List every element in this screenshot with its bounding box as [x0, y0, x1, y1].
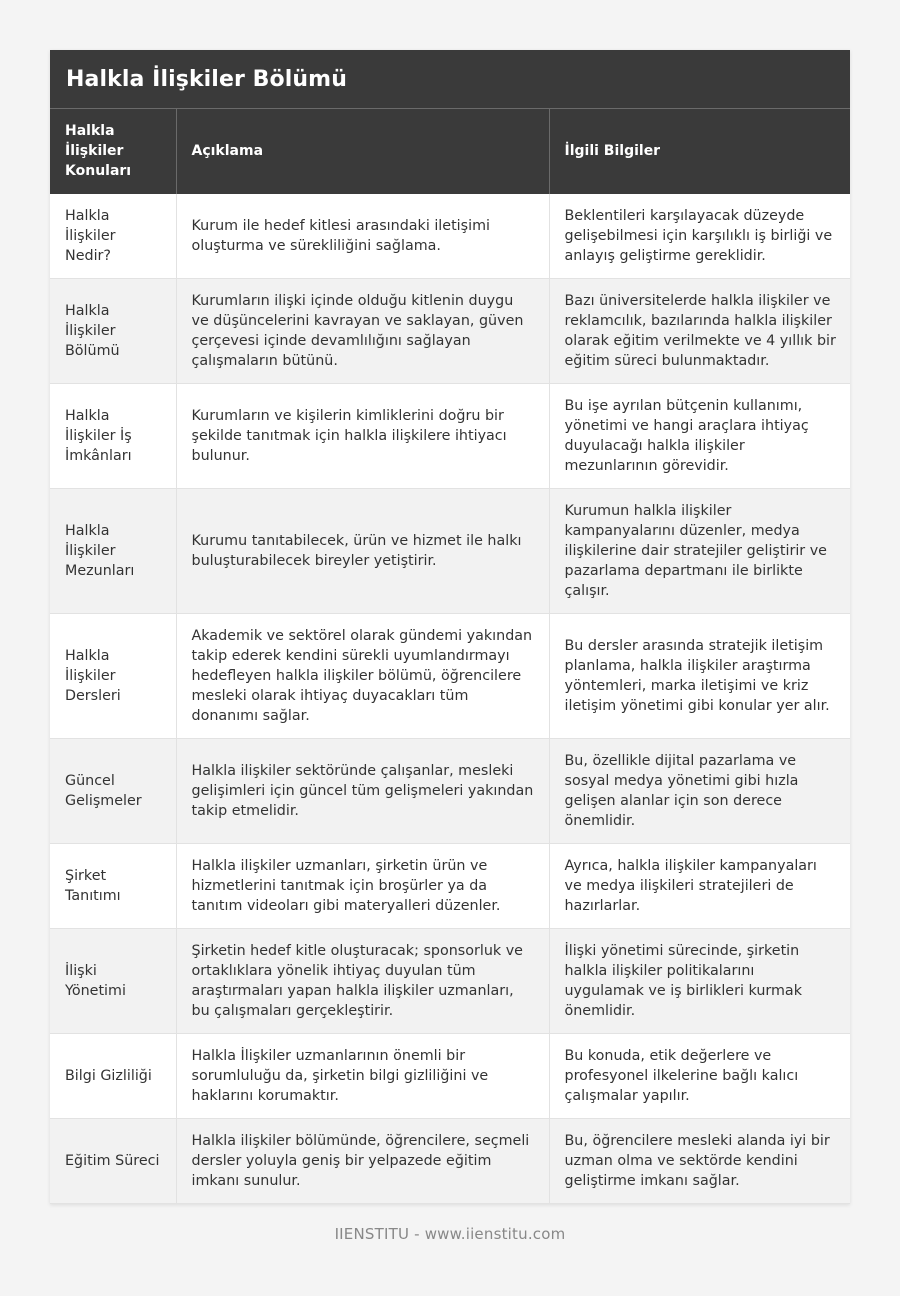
row-topic-cell: Halkla İlişkiler İş İmkânları [50, 384, 176, 489]
info-table [50, 108, 850, 1204]
row-info-cell: Beklentileri karşılayacak düzeyde gelişebilmesi için karşılıklı iş birliği ve anlayış geliştirme gereklidir. [549, 194, 850, 279]
table-row [50, 739, 850, 844]
row-topic-cell: Halkla İlişkiler Bölümü [50, 279, 176, 384]
row-topic-cell: Halkla İlişkiler Mezunları [50, 489, 176, 614]
table-row [50, 1034, 850, 1119]
table-body [50, 194, 850, 1204]
header-row [50, 109, 850, 194]
row-info-cell: Bu dersler arasında stratejik iletişim planlama, halkla ilişkiler araştırma yöntemleri, marka iletişimi ve kriz iletişim yönetimi gibi konular yer alır. [549, 614, 850, 739]
row-topic-cell: Güncel Gelişmeler [50, 739, 176, 844]
header-topic: Halkla İlişkiler Konuları [50, 109, 176, 194]
row-description-cell: Halkla ilişkiler sektöründe çalışanlar, mesleki gelişimleri için güncel tüm gelişmeleri yakından takip etmelidir. [176, 739, 549, 844]
row-description-cell: Şirketin hedef kitle oluşturacak; sponsorluk ve ortaklıklara yönelik ihtiyaç duyulan tüm araştırmaları yapan halkla ilişkiler uzmanları, bu çalışmaları gerçekleştirir. [176, 929, 549, 1034]
row-topic-cell: Halkla İlişkiler Nedir? [50, 194, 176, 279]
row-description-cell: Akademik ve sektörel olarak gündemi yakından takip ederek kendini sürekli uyumlandırmayı hedefleyen halkla ilişkiler bölümü, öğrencilere mesleki olarak ihtiyaç duyacakları tüm donanımı sağlar. [176, 614, 549, 739]
row-topic-cell: Eğitim Süreci [50, 1119, 176, 1204]
row-description-cell: Halkla ilişkiler bölümünde, öğrencilere, seçmeli dersler yoluyla geniş bir yelpazede eğitim imkanı sunulur. [176, 1119, 549, 1204]
table-row [50, 489, 850, 614]
row-description-cell: Kurum ile hedef kitlesi arasındaki iletişimi oluşturma ve sürekliliğini sağlama. [176, 194, 549, 279]
table-card [50, 50, 850, 1204]
table-header [50, 109, 850, 194]
header-description: Açıklama [176, 109, 549, 194]
row-description-cell: Halkla İlişkiler uzmanlarının önemli bir sorumluluğu da, şirketin bilgi gizliliğini ve haklarını korumaktır. [176, 1034, 549, 1119]
row-topic-cell: Bilgi Gizliliği [50, 1034, 176, 1119]
row-description-cell: Kurumların ilişki içinde olduğu kitlenin duygu ve düşüncelerini kavrayan ve saklayan, güven çerçevesi içinde devamlılığını sağlayan çalışmaların bütünü. [176, 279, 549, 384]
row-info-cell: Bu işe ayrılan bütçenin kullanımı, yönetimi ve hangi araçlara ihtiyaç duyulacağı halkla ilişkiler mezunlarının görevidir. [549, 384, 850, 489]
row-topic-cell: İlişki Yönetimi [50, 929, 176, 1034]
table-row [50, 844, 850, 929]
row-description-cell: Halkla ilişkiler uzmanları, şirketin ürün ve hizmetlerini tanıtmak için broşürler ya da tanıtım videoları gibi materyalleri düzenler. [176, 844, 549, 929]
row-info-cell: Kurumun halkla ilişkiler kampanyalarını düzenler, medya ilişkilerine dair stratejiler geliştirir ve pazarlama departmanı ile birlikte çalışır. [549, 489, 850, 614]
table-title: Halkla İlişkiler Bölümü [50, 50, 850, 108]
row-info-cell: Bazı üniversitelerde halkla ilişkiler ve reklamcılık, bazılarında halkla ilişkiler olarak eğitim verilmekte ve 4 yıllık bir eğitim süreci bulunmaktadır. [549, 279, 850, 384]
table-row [50, 1119, 850, 1204]
header-info: İlgili Bilgiler [549, 109, 850, 194]
table-row [50, 279, 850, 384]
row-info-cell: İlişki yönetimi sürecinde, şirketin halkla ilişkiler politikalarını uygulamak ve iş birlikleri kurmak önemlidir. [549, 929, 850, 1034]
row-info-cell: Bu, özellikle dijital pazarlama ve sosyal medya yönetimi gibi hızla gelişen alanlar için son derece önemlidir. [549, 739, 850, 844]
row-info-cell: Bu, öğrencilere mesleki alanda iyi bir uzman olma ve sektörde kendini geliştirme imkanı sağlar. [549, 1119, 850, 1204]
row-description-cell: Kurumların ve kişilerin kimliklerini doğru bir şekilde tanıtmak için halkla ilişkilere ihtiyacı bulunur. [176, 384, 549, 489]
row-description-cell: Kurumu tanıtabilecek, ürün ve hizmet ile halkı buluşturabilecek bireyler yetiştirir. [176, 489, 549, 614]
row-info-cell: Bu konuda, etik değerlere ve profesyonel ilkelerine bağlı kalıcı çalışmalar yapılır. [549, 1034, 850, 1119]
table-row [50, 384, 850, 489]
table-row [50, 929, 850, 1034]
row-topic-cell: Şirket Tanıtımı [50, 844, 176, 929]
row-info-cell: Ayrıca, halkla ilişkiler kampanyaları ve medya ilişkileri stratejileri de hazırlarlar. [549, 844, 850, 929]
row-topic-cell: Halkla İlişkiler Dersleri [50, 614, 176, 739]
table-row [50, 194, 850, 279]
footer-credit: IIENSTITU - www.iienstitu.com [334, 1225, 566, 1243]
table-row [50, 614, 850, 739]
